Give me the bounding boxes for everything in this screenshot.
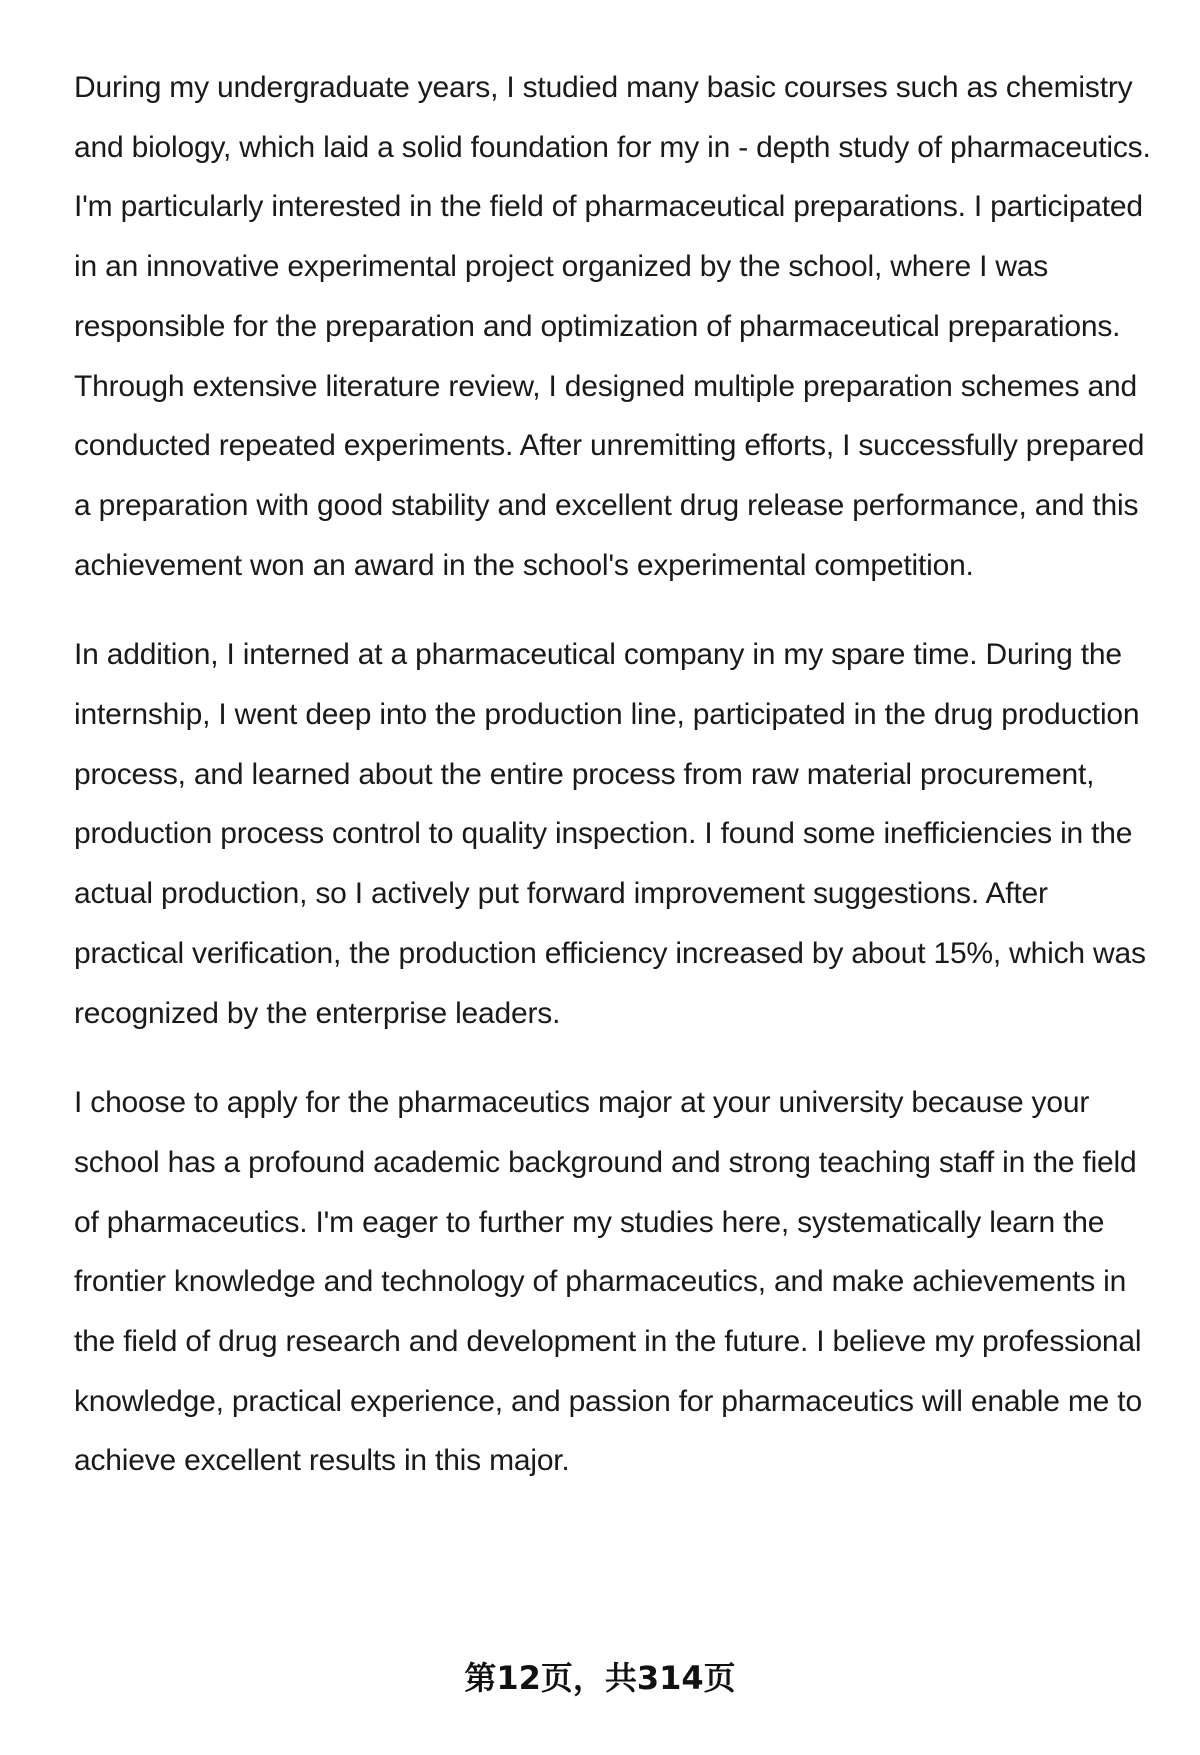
page-number-footer: 第12页，共314页 — [464, 1659, 736, 1697]
paragraph-undergraduate-study: During my undergraduate years, I studied many basic courses such as chemistry and biology, which laid a solid foundation for my in - depth study of pharmaceutics. I'm particularly interested in the field of pharmaceutical preparations. I participated in an innovative experimental project organized by the school, where I was responsible for the preparation and optimization of pharmaceutical preparations. Through extensive literature review, I designed multiple preparation schemes and conducted repeated experiments. After unremitting efforts, I successfully prepared a preparation with good stability and excellent drug release performance, and this achievement won an award in the school's experimental competition. — [74, 71, 1151, 582]
paragraph-internship: In addition, I interned at a pharmaceutical company in my spare time. During the internship, I went deep into the production line, participated in the drug production process, and learned about the entire process from raw material procurement, production process control to quality inspection. I found some inefficiencies in the actual production, so I actively put forward improvement suggestions. After practical verification, the production efficiency increased by about 15%, which was recognized by the enterprise leaders. — [74, 638, 1146, 1030]
document-body — [74, 58, 1154, 1491]
paragraph-application-reason: I choose to apply for the pharmaceutics major at your university because your school has a profound academic background and strong teaching staff in the field of pharmaceutics. I'm eager to further my studies here, systematically learn the frontier knowledge and technology of pharmaceutics, and make achievements in the field of drug research and development in the future. I believe my professional knowledge, practical experience, and passion for pharmaceutics will enable me to achieve excellent results in this major. — [74, 1086, 1142, 1478]
